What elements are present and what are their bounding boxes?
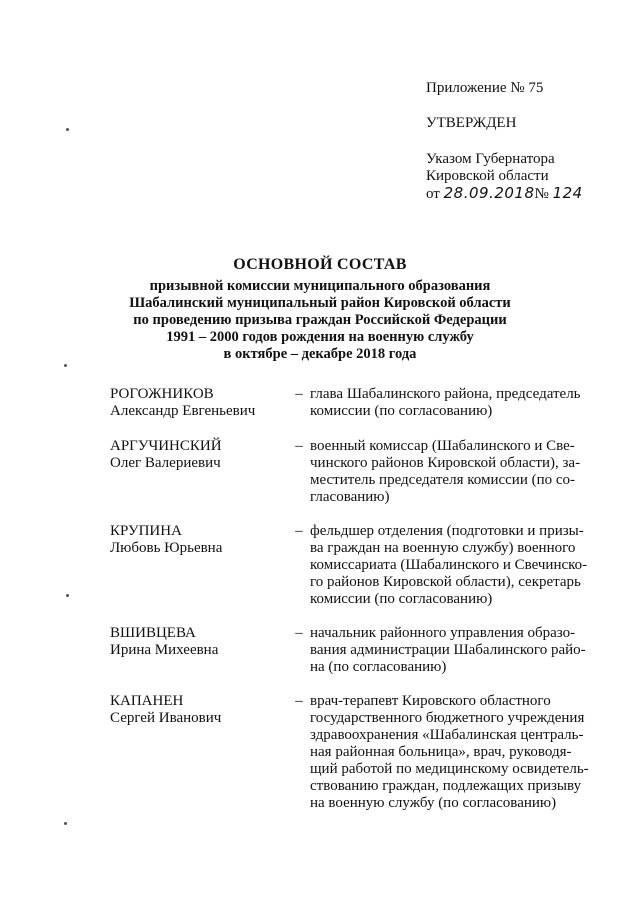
member-role [310,523,598,608]
member-entry [110,693,598,812]
role-line: здравоохранения «Шабалинская централь- [310,727,584,743]
member-entry [110,523,598,608]
date-prefix: от [426,186,440,202]
number-prefix: № [534,186,549,202]
role-line: ствованию граждан, подлежащих призыву [310,778,582,794]
member-given-name: Сергей Иванович [110,710,222,726]
role-line: врач-терапевт Кировского областного [310,693,551,709]
member-dash: – [295,625,303,641]
member-dash: – [295,438,303,454]
member-given-name: Александр Евгеньевич [110,403,256,419]
member-dash: – [295,386,303,402]
role-line: ная районная больница», врач, руководя- [310,744,572,760]
role-line: государственного бюджетного учреждения [310,710,585,726]
role-line: комиссариата (Шабалинского и Свечинско- [310,557,588,573]
role-line: комиссии (по согласованию) [310,591,493,607]
role-line: начальник районного управления образо- [310,625,576,641]
decree-date-line [426,185,626,203]
role-line: фельдшер отделения (подготовки и призы- [310,523,584,539]
scan-speck [66,128,69,131]
title-line-5: в октябре – декабре 2018 года [223,346,417,362]
role-line: на военную службу (по согласованию) [310,795,557,811]
member-surname: КРУПИНА [110,523,182,539]
appendix-number: Приложение № 75 [426,80,544,96]
role-line: глава Шабалинского района, председатель [310,386,581,402]
handwritten-date: 28.09.2018 [443,184,535,202]
role-line: военный комиссар (Шабалинского и Све- [310,438,575,454]
member-surname: АРГУЧИНСКИЙ [110,438,222,454]
title-main: ОСНОВНОЙ СОСТАВ [233,256,407,273]
member-given-name: Любовь Юрьевна [110,540,223,556]
role-line: на (по согласованию) [310,659,447,675]
member-surname: ВШИВЦЕВА [110,625,196,641]
title-line-4: 1991 – 2000 годов рождения на военную службу [166,329,474,345]
member-surname: КАПАНЕН [110,693,184,709]
member-role [310,693,598,812]
scan-speck [64,822,67,825]
scan-speck [66,594,69,597]
member-surname: РОГОЖНИКОВ [110,386,214,402]
role-line: вания администрации Шабалинского райо- [310,642,586,658]
member-role [310,438,598,506]
role-line: комиссии (по согласованию) [310,403,493,419]
member-name [110,693,288,812]
member-dash: – [295,523,303,539]
role-line: ва граждан на военную службу) военного [310,540,576,556]
member-role [310,386,598,420]
member-name [110,438,288,506]
scan-speck [64,364,67,367]
member-role [310,625,598,676]
member-given-name: Олег Валериевич [110,455,221,471]
document-title [120,255,520,363]
handwritten-number: 124 [552,184,583,202]
decree-line-2: Кировской области [426,168,549,184]
title-line-3: по проведению призыва граждан Российской Федерации [133,312,507,328]
decree-line-1: Указом Губернатора [426,151,555,167]
role-line: го районов Кировской области), секретарь [310,574,581,590]
title-line-2: Шабалинский муниципальный район Кировской области [129,295,511,311]
role-line: меститель председателя комиссии (по со- [310,472,576,488]
member-name [110,625,288,676]
role-line: чинского районов Кировской области), за- [310,455,581,471]
title-line-1: призывной комиссии муниципального образования [149,278,491,294]
approval-block [426,80,626,203]
member-name [110,386,288,420]
members-list [110,386,598,812]
member-dash: – [295,693,303,709]
approved-label: УТВЕРЖДЕН [426,115,517,131]
role-line: щий работой по медицинскому освидетель- [310,761,589,777]
role-line: гласованию) [310,489,390,505]
member-entry [110,438,598,506]
member-name [110,523,288,608]
member-given-name: Ирина Михеевна [110,642,219,658]
member-entry [110,386,598,420]
member-entry [110,625,598,676]
